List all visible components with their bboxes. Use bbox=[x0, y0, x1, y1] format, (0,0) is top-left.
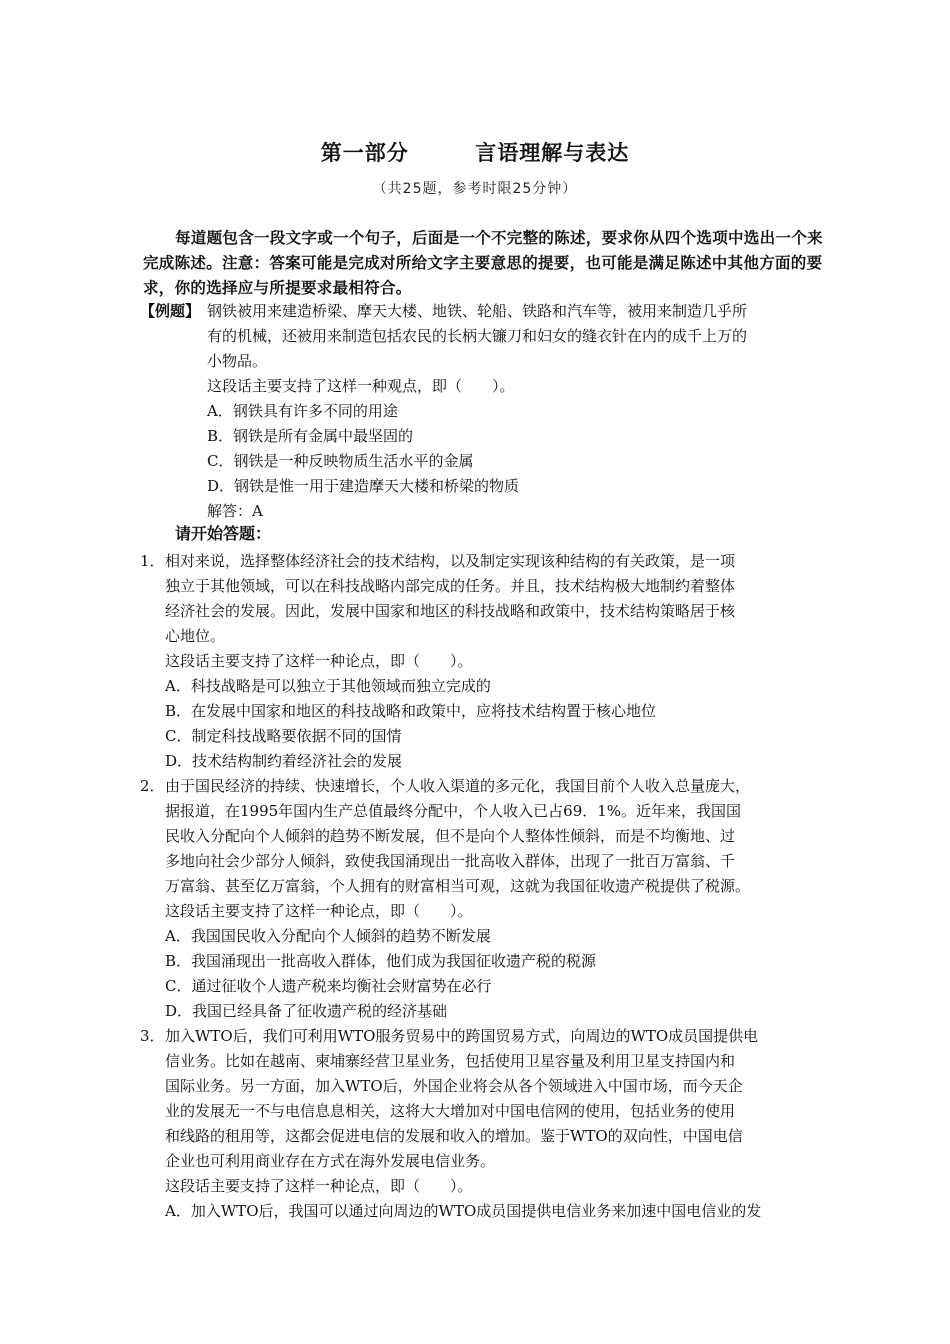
page-title: 第一部分 言语理解与表达 bbox=[320, 141, 630, 165]
example-text-line: 有的机械，还被用来制造包括农民的长柄大镰刀和妇女的缝衣针在内的成千上万的 bbox=[207, 327, 748, 345]
question-text-line: 信业务。比如在越南、柬埔寨经营卫星业务，包括使用卫星容量及利用卫星支持国内和 bbox=[165, 1052, 736, 1070]
question-text-line: 和线路的租用等，这都会促进电信的发展和收入的增加。鉴于WTO的双向性，中国电信 bbox=[165, 1127, 743, 1145]
page-subtitle: （共25题，参考时限25分钟） bbox=[372, 181, 578, 197]
example-option-d: D．钢铁是惟一用于建造摩天大楼和桥梁的物质 bbox=[207, 477, 520, 495]
question-number: 3． bbox=[140, 1027, 165, 1045]
option-c: C．通过征收个人遗产税来均衡社会财富势在必行 bbox=[165, 977, 492, 995]
option-a: A．科技战略是可以独立于其他领域而独立完成的 bbox=[165, 677, 491, 695]
example-option-b: B．钢铁是所有金属中最坚固的 bbox=[207, 427, 414, 445]
option-d: D．我国已经具备了征收遗产税的经济基础 bbox=[165, 1002, 448, 1020]
example-text-line: 钢铁被用来建造桥梁、摩天大楼、地铁、轮船、铁路和汽车等，被用来制造几乎所 bbox=[207, 302, 748, 320]
example-stem: 这段话主要支持了这样一种观点，即（ ）。 bbox=[207, 377, 515, 395]
instructions-paragraph: 每道题包含一段文字或一个句子，后面是一个不完整的陈述，要求你从四个选项中选出一个来完成陈述。注意：答案可能是完成对所给文字主要意思的提要，也可能是满足陈述中其他方面的要求，你的选择应与所提要求最相符合。 bbox=[143, 229, 823, 297]
question-stem: 这段话主要支持了这样一种论点，即（ ）。 bbox=[165, 1177, 473, 1195]
question-number: 1． bbox=[140, 552, 165, 570]
question-text-line: 多地向社会少部分人倾斜，致使我国涌现出一批高收入群体，出现了一批百万富翁、千 bbox=[165, 852, 736, 870]
question-text-line: 国际业务。另一方面，加入WTO后，外国企业将会从各个领域进入中国市场，而今天企 bbox=[165, 1077, 743, 1095]
question-text-line: 相对来说，选择整体经济社会的技术结构，以及制定实现该种结构的有关政策，是一项 bbox=[165, 552, 736, 570]
example-option-c: C．钢铁是一种反映物质生活水平的金属 bbox=[207, 452, 474, 470]
option-b: B．在发展中国家和地区的科技战略和政策中，应将技术结构置于核心地位 bbox=[165, 702, 657, 720]
question-number: 2． bbox=[140, 777, 165, 795]
example-option-a: A．钢铁具有许多不同的用途 bbox=[207, 402, 398, 420]
question-text-line: 由于国民经济的持续、快速增长，个人收入渠道的多元化，我国目前个人收入总量庞大， bbox=[165, 777, 751, 795]
option-a: A．加入WTO后，我国可以通过向周边的WTO成员国提供电信业务来加速中国电信业的发 bbox=[165, 1202, 762, 1220]
question-text-line: 加入WTO后，我们可利用WTO服务贸易中的跨国贸易方式，向周边的WTO成员国提供电 bbox=[165, 1027, 759, 1045]
question-stem: 这段话主要支持了这样一种论点，即（ ）。 bbox=[165, 652, 473, 670]
option-b: B．我国涌现出一批高收入群体，他们成为我国征收遗产税的税源 bbox=[165, 952, 597, 970]
question-text-line: 民收入分配向个人倾斜的趋势不断发展，但不是向个人整体性倾斜，而是不均衡地、过 bbox=[165, 827, 736, 845]
question-text-line: 心地位。 bbox=[165, 627, 226, 645]
example-tag: 【例题】 bbox=[140, 302, 201, 320]
question-text-line: 业的发展无一不与电信息息相关，这将大大增加对中国电信网的使用，包括业务的使用 bbox=[165, 1102, 736, 1120]
option-c: C．制定科技战略要依据不同的国情 bbox=[165, 727, 402, 745]
question-text-line: 万富翁、甚至亿万富翁，个人拥有的财富相当可观，这就为我国征收遗产税提供了税源。 bbox=[165, 877, 751, 895]
question-stem: 这段话主要支持了这样一种论点，即（ ）。 bbox=[165, 902, 473, 920]
example-answer: 解答：A bbox=[207, 502, 263, 520]
option-a: A．我国国民收入分配向个人倾斜的趋势不断发展 bbox=[165, 927, 491, 945]
start-heading: 请开始答题： bbox=[175, 524, 272, 543]
question-text-line: 据报道，在1995年国内生产总值最终分配中，个人收入已占69．1%。近年来，我国国 bbox=[165, 802, 742, 820]
question-text-line: 企业也可利用商业存在方式在海外发展电信业务。 bbox=[165, 1152, 496, 1170]
question-text-line: 独立于其他领域，可以在科技战略内部完成的任务。并且，技术结构极大地制约着整体 bbox=[165, 577, 736, 595]
example-text-line: 小物品。 bbox=[207, 352, 268, 370]
question-text-line: 经济社会的发展。因此，发展中国家和地区的科技战略和政策中，技术结构策略居于核 bbox=[165, 602, 736, 620]
option-d: D．技术结构制约着经济社会的发展 bbox=[165, 752, 403, 770]
